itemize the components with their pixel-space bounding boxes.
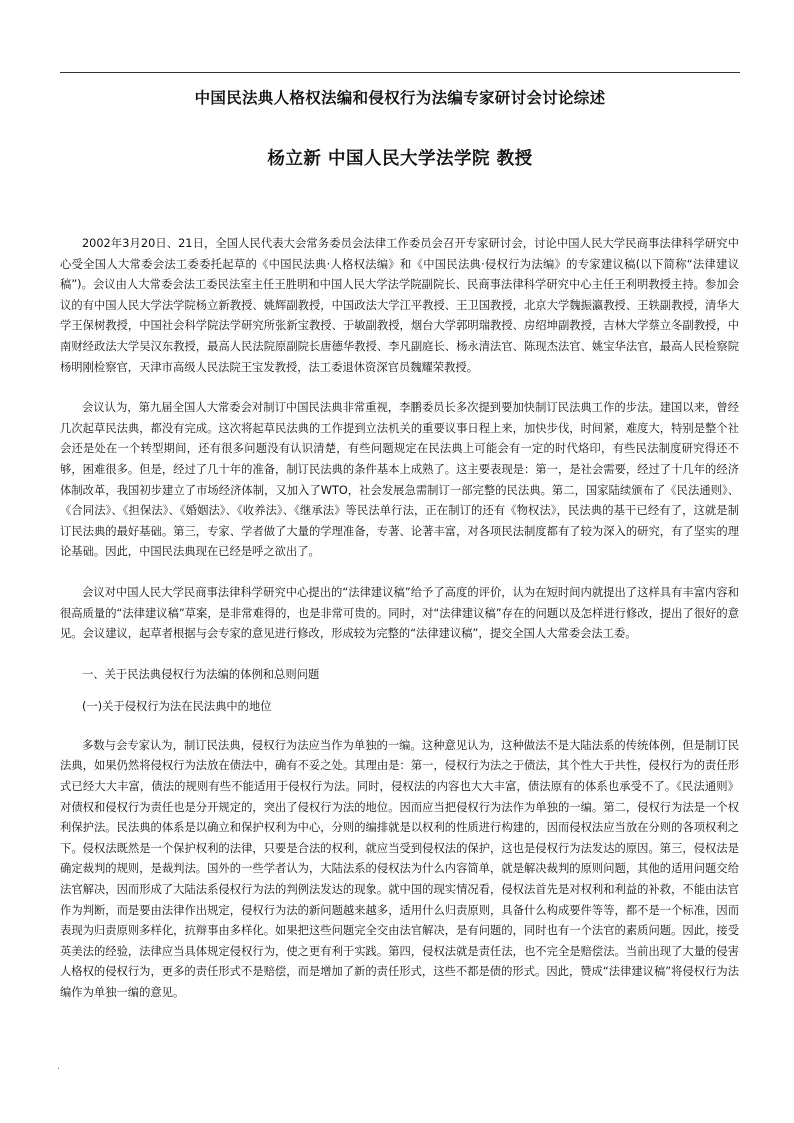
subsection-heading: (一)关于侵权行为法在民法典中的地位	[82, 700, 272, 714]
paragraph-tort-status: 多数与会专家认为，制订民法典，侵权行为法应当作为单独的一编。这种意见认为，这种做法不是大陆法系的传统体例，但是制订民法典，如果仍然将侵权行为法放在债法中，确有不妥之处。其理由是：第一，侵权行为法之于债法，其个性大于共性，侵权行为的责任形式已经大大丰富，债法的规则有些不能适用于侵权行为法。同时，侵权法的内容也大大丰富，债法原有的体系也承受不了。《民法通则》对债权和侵权行为责任也是分开规定的，突出了侵权行为法的地位。因而应当把侵权行为法作为单独的一编。第二，侵权行为法是一个权利保护法。民法典的体系是以确立和保护权利为中心，分则的编排就是以权利的性质进行构建的，因而侵权法应当放在分则的各项权利之下。侵权法既然是一个保护权利的法律，只要是合法的权利，就应当受到侵权法的保护，这也是侵权行为法发达的原因。第三，侵权法是确定裁判的规则，是裁判法。国外的一些学者认为，大陆法系的侵权法为什么内容简单，就是解决裁判的原则问题，其他的适用问题交给法官解决，因而形成了大陆法系侵权行为法的判例法发达的现象。就中国的现实情况看，侵权法首先是对权利和利益的补救，不能由法官作为判断，而是要由法律作出规定，侵权行为法的新问题越来越多，适用什么归责原则，具备什么构成要件等等，都不是一个标准，因而表现为归责原则多样化，抗辩事由多样化。如果把这些问题完全交由法官解决，是有问题的，同时也有一个法官的素质问题。因此，接受英美法的经验，法律应当具体规定侵权行为，使之更有利于实践。第四，侵权法就是责任法，也不完全是赔偿法。当前出现了大量的侵害人格权的侵权行为，更多的责任形式不是赔偿，而是增加了新的责任形式，这些不都是债的形式。因此，赞成“法律建议稿”将侵权行为法编作为单独一编的意见。	[60, 738, 739, 999]
paragraph-evaluation: 会议对中国人民大学民商事法律科学研究中心提出的“法律建议稿”给予了高度的评价，认为在短时间内就提出了这样具有丰富内容和很高质量的“法律建议稿”草案，是非常难得的，也是非常可贵的。同时，对“法律建议稿”存在的问题以及怎样进行修改，提出了很好的意见。会议建议，起草者根据与会专家的意见进行修改，形成较为完整的“法律建议稿”，提交全国人大常委会法工委。	[60, 585, 739, 641]
paragraph-intro: 2002年3月20日、21日，全国人民代表大会常务委员会法律工作委员会召开专家研讨会，讨论中国人民大学民商事法律科学研究中心受全国人大常委会法工委委托起草的《中国民法典·人格权法编》和《中国民法典·侵权行为法编》的专家建议稿(以下简称“法律建议稿”)。会议由人大常委会法工委民法室主任王胜明和中国人民大学法学院副院长、民商事法律科学研究中心主任王利明教授主持。参加会议的有中国人民大学法学院杨立新教授、姚辉副教授，中国政法大学江平教授、王卫国教授，北京大学魏振瀛教授、王轶副教授，清华大学王保树教授，中国社会科学院法学研究所张新宝教授、于敏副教授，烟台大学郭明瑞教授、房绍坤副教授，吉林大学蔡立冬副教授，中南财经政法大学吴汉东教授，最高人民法院原副院长唐德华教授、李凡副庭长、杨永清法官、陈现杰法官、姚宝华法官，最高人民检察院杨明刚检察官，天津市高级人民法院王宝发教授，法工委退休资深官员魏耀荣教授。	[60, 237, 739, 374]
document-body	[60, 234, 739, 1024]
document-title: 中国民法典人格权法编和侵权行为法编专家研讨会讨论综述	[194, 89, 606, 107]
section-heading: 一、关于民法典侵权行为法编的体例和总则问题	[82, 667, 320, 681]
author-line: 杨立新 中国人民大学法学院 教授	[267, 149, 533, 169]
paragraph-conditions: 会议认为，第九届全国人大常委会对制订中国民法典非常重视，李鹏委员长多次提到要加快制订民法典工作的步法。建国以来，曾经几次起草民法典，都没有完成。这次将起草民法典的工作提到立法机关的重要议事日程上来，加快步伐，时间紧，难度大，特别是整个社会还是处在一个转型期间，还有很多问题没有认识清楚，有些问题规定在民法典上可能会有一定的时代烙印，有些民法制度研究得还不够，困难很多。但是，经过了几十年的准备，制订民法典的条件基本上成熟了。这主要表现是：第一，是社会需要，经过了十几年的经济体制改革，我国初步建立了市场经济体制，又加入了WTO，社会发展急需制订一部完整的民法典。第二，国家陆续颁布了《民法通则》、《合同法》、《担保法》、《婚姻法》、《收养法》、《继承法》等民法单行法，正在制订的还有《物权法》，民法典的基干已经有了，这就是制订民法典的最好基础。第三，专家、学者做了大量的学理准备，专著、论著丰富，对各项民法制度都有了较为深入的研究，有了坚实的理论基础。因此，中国民法典现在已经是呼之欲出了。	[60, 401, 739, 559]
header-rule	[60, 72, 740, 73]
footer-mark: .	[57, 1062, 60, 1072]
